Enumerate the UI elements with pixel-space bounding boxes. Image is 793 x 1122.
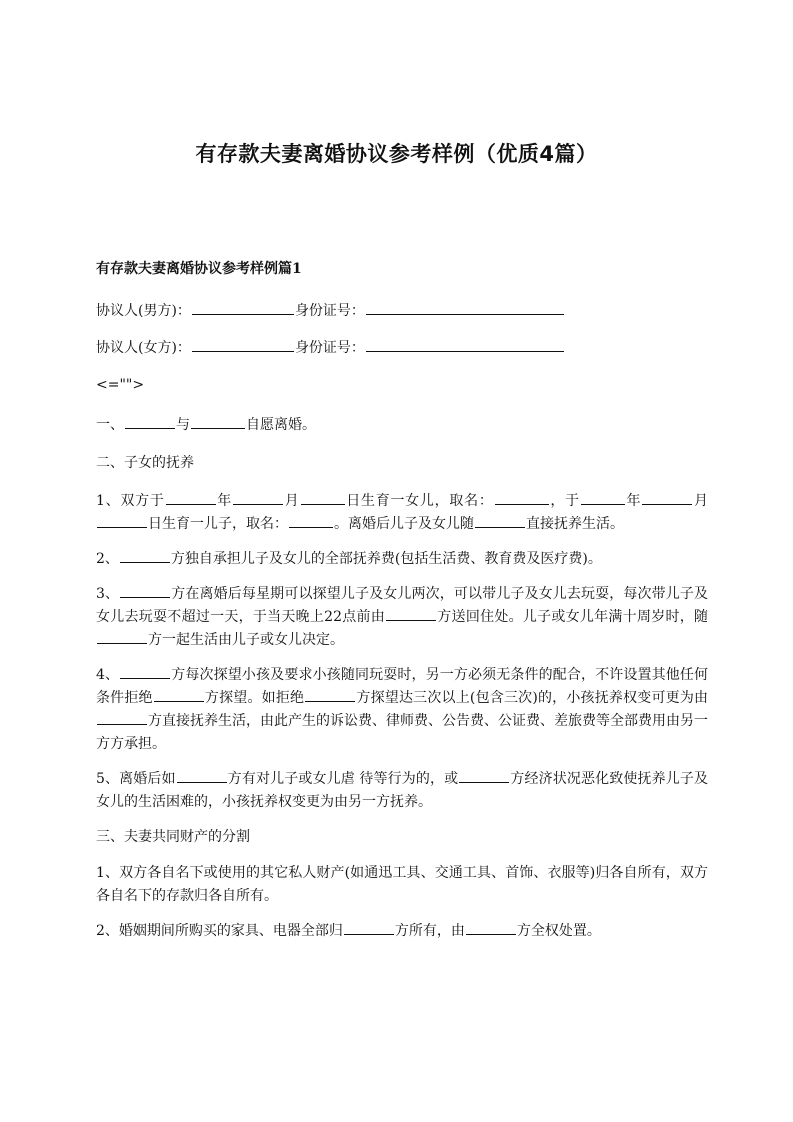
blank bbox=[191, 414, 245, 429]
blank bbox=[642, 490, 692, 505]
text: 5、离婚后如 bbox=[96, 771, 176, 787]
blank bbox=[466, 920, 516, 935]
party-male-label: 协议人(男方)： bbox=[96, 303, 191, 319]
blank bbox=[495, 490, 549, 505]
text: ，于 bbox=[549, 493, 580, 509]
text: 日生育一儿子，取名： bbox=[148, 516, 288, 532]
clause-1-text-c: 自愿离婚。 bbox=[246, 417, 316, 433]
party-female-line bbox=[96, 337, 708, 359]
blank bbox=[120, 548, 170, 563]
document-body bbox=[96, 258, 708, 955]
text: 日生育一女儿，取名： bbox=[345, 493, 494, 509]
blank-male-name bbox=[192, 300, 294, 315]
blank bbox=[177, 768, 227, 783]
text: 方所有，由 bbox=[394, 923, 465, 939]
id-label-female: 身份证号： bbox=[294, 340, 365, 356]
blank bbox=[154, 687, 204, 702]
blank bbox=[475, 513, 525, 528]
text: 方送回住处。儿子或女儿年满十周岁时，随 bbox=[437, 609, 708, 625]
blank bbox=[97, 710, 147, 725]
text: 方探望达三次以上(包含三次)的，小孩抚养权变可更为由 bbox=[356, 690, 709, 706]
text: 直接抚养生活。 bbox=[526, 516, 624, 532]
blank bbox=[301, 490, 345, 505]
text: 3、 bbox=[96, 586, 120, 602]
blank bbox=[125, 414, 175, 429]
text: 方在离婚后每星期可以探望儿子及女儿两次，可以带儿子及女儿去玩耍，每次带儿子及女儿去玩耍不超过一天，于当天晚上22点前由 bbox=[96, 586, 708, 625]
text: 方探望。如拒绝 bbox=[204, 690, 305, 706]
section-title: 有存款夫妻离婚协议参考样例篇1 bbox=[96, 261, 302, 277]
clause-2-3 bbox=[96, 583, 708, 652]
text: 年 bbox=[625, 493, 642, 509]
blank bbox=[386, 606, 436, 621]
id-label-male: 身份证号： bbox=[294, 303, 365, 319]
blank-male-id bbox=[366, 300, 564, 315]
blank bbox=[305, 687, 355, 702]
text: 1、双方于 bbox=[96, 493, 165, 509]
text: 方每次探望小孩及要求小孩随同玩耍时，另一方必须无条件的配合，不许设置其他任何条件拒绝 bbox=[96, 667, 708, 706]
clause-2-1 bbox=[96, 490, 708, 536]
text: 方独自承担儿子及女儿的全部抚养费(包括生活费、教育费及医疗费)。 bbox=[170, 551, 602, 567]
party-female-label: 协议人(女方)： bbox=[96, 340, 191, 356]
text: 2、婚姻期间所购买的家具、电器全部归 bbox=[96, 923, 343, 939]
heading-child-custody: 二、子女的抚养 bbox=[96, 455, 194, 471]
markup-artifact: <=""> bbox=[96, 377, 145, 393]
text: 方一起生活由儿子或女儿决定。 bbox=[148, 632, 344, 648]
blank bbox=[344, 920, 394, 935]
clause-3-2 bbox=[96, 920, 708, 943]
clause-1 bbox=[96, 414, 708, 436]
blank bbox=[97, 629, 147, 644]
clause-2-2 bbox=[96, 548, 708, 571]
text: 方有对儿子或女儿虐 待等行为的，或 bbox=[227, 771, 459, 787]
text: 。离婚后儿子及女儿随 bbox=[334, 516, 474, 532]
clause-1-text-b: 与 bbox=[176, 417, 190, 433]
clause-3-1: 1、双方各自名下或使用的其它私人财产(如通迅工具、交通工具、首饰、衣服等)归各自所有，双方各自名下的存款归各自所有。 bbox=[96, 865, 708, 904]
blank bbox=[581, 490, 625, 505]
blank bbox=[120, 664, 170, 679]
document-title: 有存款夫妻离婚协议参考样例（优质4篇） bbox=[195, 142, 598, 166]
text: 方全权处置。 bbox=[516, 923, 601, 939]
blank bbox=[166, 490, 216, 505]
blank bbox=[97, 513, 147, 528]
blank bbox=[459, 768, 509, 783]
clause-1-text-a: 一、 bbox=[96, 417, 124, 433]
heading-property-division: 三、夫妻共同财产的分割 bbox=[96, 829, 250, 845]
blank bbox=[289, 513, 333, 528]
blank-female-name bbox=[192, 337, 294, 352]
clause-2-4 bbox=[96, 664, 708, 756]
text: 月 bbox=[693, 493, 708, 509]
clause-2-5 bbox=[96, 768, 708, 814]
party-male-line bbox=[96, 300, 708, 322]
text: 2、 bbox=[96, 551, 119, 567]
text: 方直接抚养生活，由此产生的诉讼费、律师费、公告费、公证费、差旅费等全部费用由另一方方承担。 bbox=[96, 713, 708, 752]
blank bbox=[233, 490, 283, 505]
blank-female-id bbox=[366, 337, 564, 352]
text: 月 bbox=[284, 493, 300, 509]
text: 4、 bbox=[96, 667, 120, 683]
blank bbox=[120, 583, 170, 598]
text: 年 bbox=[216, 493, 233, 509]
text: 方经济状况恶化致使抚养儿子及女儿的生活困难的，小孩抚养权变更为由另一方抚养。 bbox=[96, 771, 708, 810]
